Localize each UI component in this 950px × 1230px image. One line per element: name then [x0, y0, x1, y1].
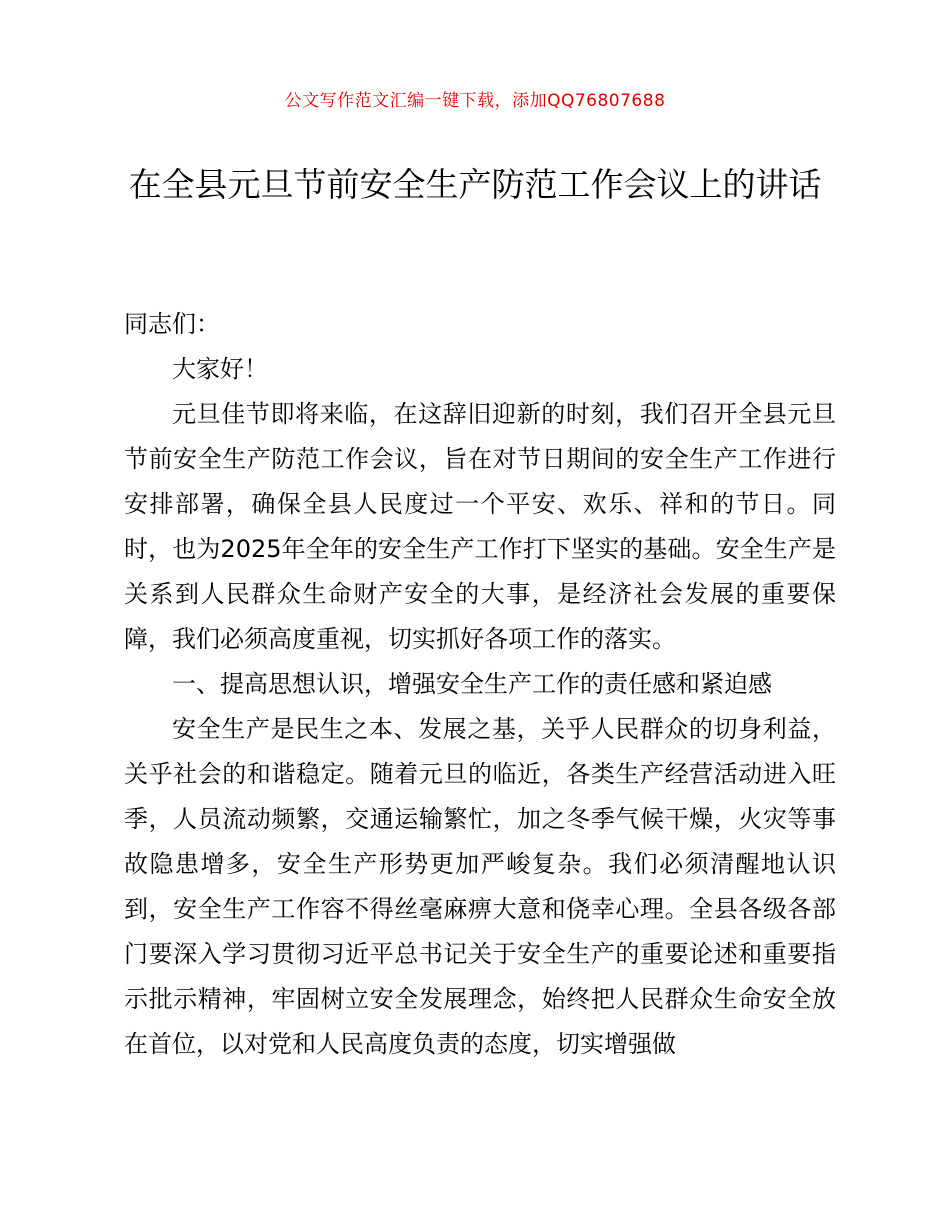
section-heading-1: 一、提高思想认识，增强安全生产工作的责任感和紧迫感: [172, 670, 772, 698]
paragraph-intro: 元旦佳节即将来临，在这辞旧迎新的时刻，我们召开全县元旦节前安全生产防范工作会议，旨在对节日期间的安全生产工作进行安排部署，确保全县人民度过一个平安、欢乐、祥和的节日。同时，也为2025年全年的安全生产工作打下坚实的基础。安全生产是关系到人民群众生命财产安全的大事，是经济社会发展的重要保障，我们必须高度重视，切实抓好各项工作的落实。: [124, 400, 836, 653]
salutation: 同志们：: [124, 310, 220, 338]
greeting: 大家好！: [172, 355, 268, 383]
document-body: [124, 302, 836, 1067]
download-notice: 公文写作范文汇编一键下载，添加QQ76807688: [284, 91, 666, 111]
document-title: 在全县元旦节前安全生产防范工作会议上的讲话: [128, 165, 822, 204]
paragraph-section-1: 安全生产是民生之本、发展之基，关乎人民群众的切身利益，关乎社会的和谐稳定。随着元旦的临近，各类生产经营活动进入旺季，人员流动频繁，交通运输繁忙，加之冬季气候干燥，火灾等事故隐患增多，安全生产形势更加严峻复杂。我们必须清醒地认识到，安全生产工作容不得丝毫麻痹大意和侥幸心理。全县各级各部门要深入学习贯彻习近平总书记关于安全生产的重要论述和重要指示批示精神，牢固树立安全发展理念，始终把人民群众生命安全放在首位，以对党和人民高度负责的态度，切实增强做: [124, 715, 836, 1058]
